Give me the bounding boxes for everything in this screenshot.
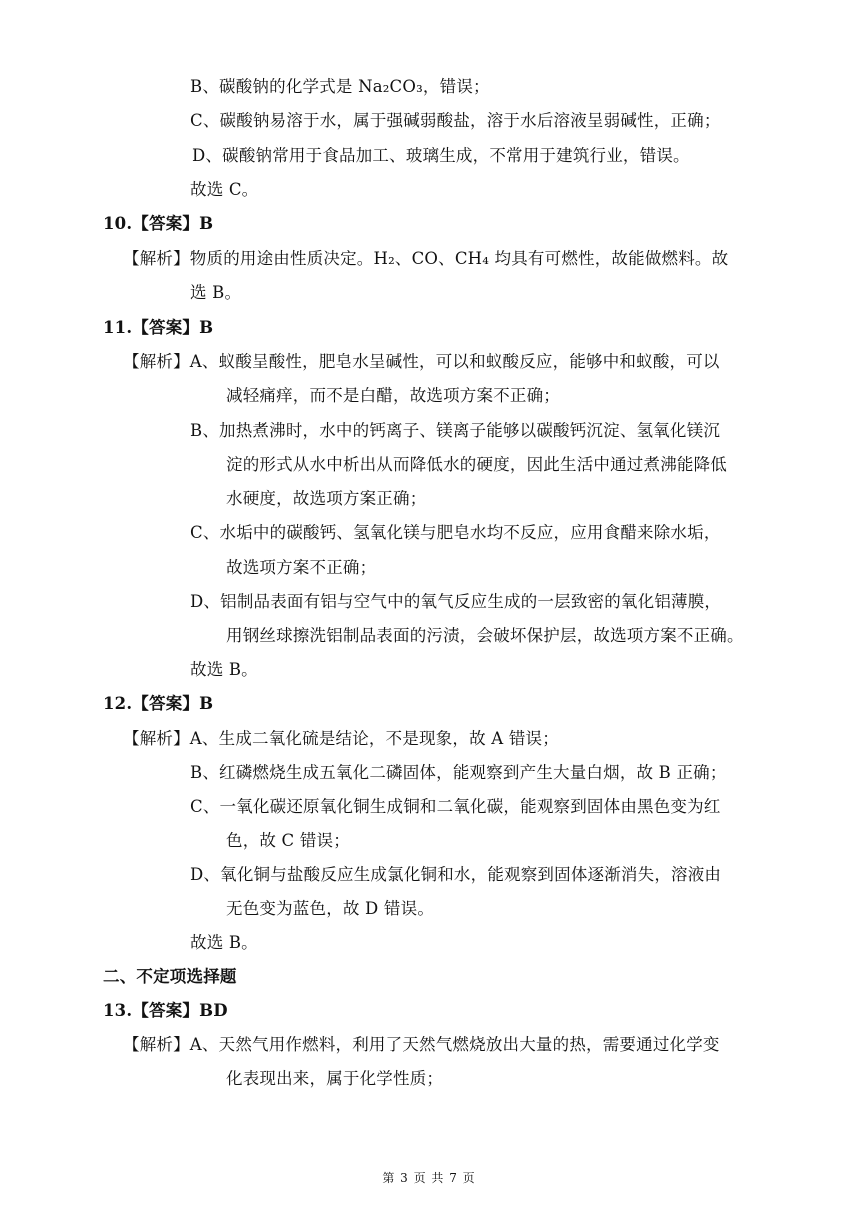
text-line: 水硬度，故选项方案正确； xyxy=(226,489,427,508)
analysis-line: 【解析】A、生成二氧化硫是结论，不是现象，故 A 错误； xyxy=(123,729,559,748)
text-line: B、碳酸钠的化学式是 Na₂CO₃，错误； xyxy=(190,77,490,96)
answer-heading: 12.【答案】B xyxy=(103,694,214,713)
text-line: D、氧化铜与盐酸反应生成氯化铜和水，能观察到固体逐渐消失，溶液由 xyxy=(190,865,722,884)
analysis-line: 【解析】物质的用途由性质决定。H₂、CO、CH₄ 均具有可燃性，故能做燃料。故 xyxy=(123,249,729,268)
text-line: C、一氧化碳还原氧化铜生成铜和二氧化碳，能观察到固体由黑色变为红 xyxy=(190,797,721,816)
answer-heading: 13.【答案】BD xyxy=(103,1001,228,1020)
text-line: C、碳酸钠易溶于水，属于强碱弱酸盐，溶于水后溶液呈弱碱性，正确； xyxy=(190,111,721,130)
section-heading: 二、不定项选择题 xyxy=(103,967,237,986)
page-number: 第 3 页 共 7 页 xyxy=(382,1171,476,1185)
text-line: 故选 B。 xyxy=(190,933,258,952)
text-line: 选 B。 xyxy=(190,283,242,302)
text-line: 色，故 C 错误； xyxy=(226,831,350,850)
text-line: D、铝制品表面有铝与空气中的氧气反应生成的一层致密的氧化铝薄膜， xyxy=(190,592,722,611)
text-line: 化表现出来，属于化学性质； xyxy=(226,1069,444,1088)
text-line: C、水垢中的碳酸钙、氢氧化镁与肥皂水均不反应，应用食醋来除水垢， xyxy=(190,523,721,542)
text-line: 用钢丝球擦洗铝制品表面的污渍，会破坏保护层，故选项方案不正确。 xyxy=(226,626,744,645)
text-line: D、碳酸钠常用于食品加工、玻璃生成，不常用于建筑行业，错误。 xyxy=(192,146,690,165)
text-line: 无色变为蓝色，故 D 错误。 xyxy=(226,899,435,918)
text-line: 故选 B。 xyxy=(190,660,258,679)
analysis-line: 【解析】A、蚁酸呈酸性，肥皂水呈碱性，可以和蚁酸反应，能够中和蚁酸，可以 xyxy=(123,352,720,371)
text-line: B、加热煮沸时，水中的钙离子、镁离子能够以碳酸钙沉淀、氢氧化镁沉 xyxy=(190,421,721,440)
text-line: 淀的形式从水中析出从而降低水的硬度，因此生活中通过煮沸能降低 xyxy=(226,455,727,474)
text-line: 减轻痛痒，而不是白醋，故选项方案不正确； xyxy=(226,386,560,405)
text-line: 故选 C。 xyxy=(190,180,259,199)
text-line: 故选项方案不正确； xyxy=(226,558,377,577)
answer-heading: 11.【答案】B xyxy=(103,318,214,337)
analysis-line: 【解析】A、天然气用作燃料，利用了天然气燃烧放出大量的热，需要通过化学变 xyxy=(123,1035,720,1054)
answer-heading: 10.【答案】B xyxy=(103,214,214,233)
text-line: B、红磷燃烧生成五氧化二磷固体，能观察到产生大量白烟，故 B 正确； xyxy=(190,763,727,782)
